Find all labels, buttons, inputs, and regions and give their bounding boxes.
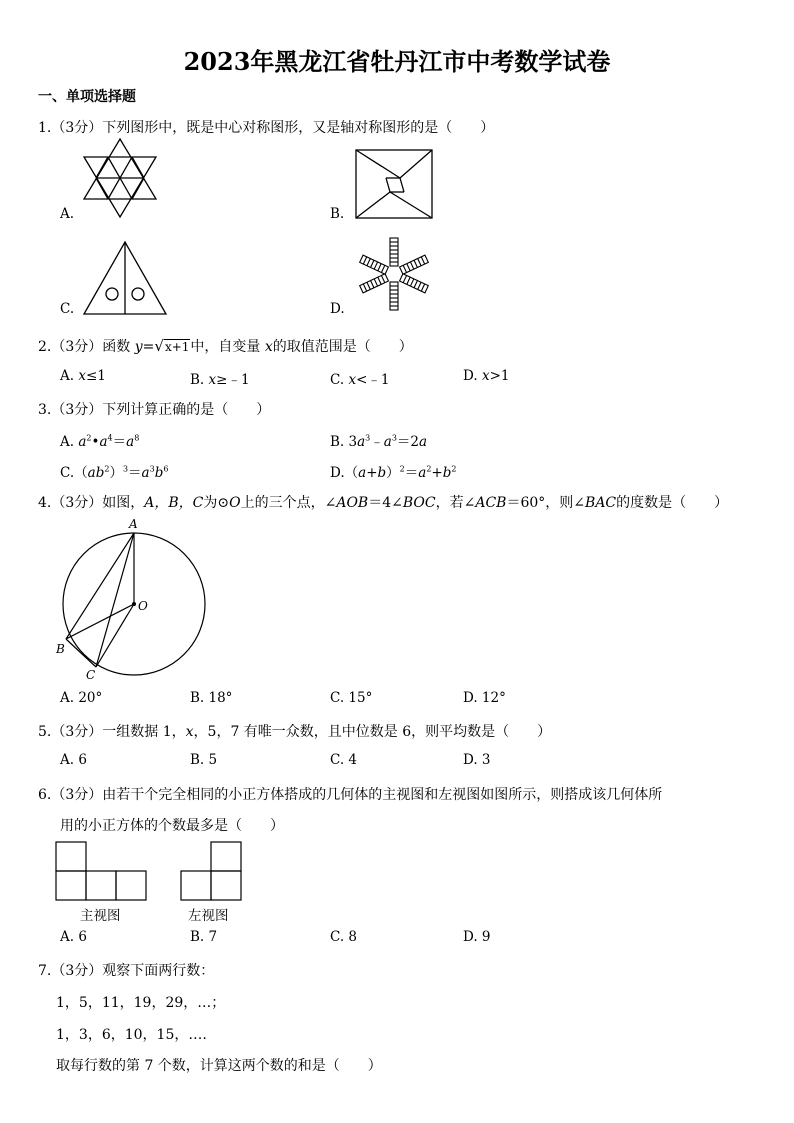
segment-ac [96, 533, 134, 667]
q7-row-1: 1，5，11，19，29，…； [56, 995, 226, 1011]
q7-ask: 取每行数的第 7 个数，计算这两个数的和是（ ） [56, 1058, 382, 1074]
q1-option-a-label: A. [60, 206, 75, 222]
q1-figure-d [356, 236, 432, 312]
q5-option-b: B. 5 [190, 752, 218, 768]
q7-row-2: 1，3，6，10，15，…. [56, 1027, 207, 1043]
question-2-stem [38, 336, 413, 356]
q6-option-c: C. 8 [330, 929, 358, 945]
q6-left-caption: 左视图 [188, 908, 229, 924]
label-a: A [129, 517, 138, 531]
q5-option-c: C. 4 [330, 752, 358, 768]
section-heading: 一、单项选择题 [38, 89, 136, 105]
q1-figure-a [80, 137, 160, 219]
q1-option-c-label: C. [60, 301, 75, 317]
question-1-stem: 1.（3分）下列图形中，既是中心对称图形，又是轴对称图形的是（ ） [38, 120, 495, 136]
q2-radicand: x+1 [164, 340, 190, 354]
q2-option-b: B. x≥﹣1 [190, 372, 250, 388]
label-o: O [138, 599, 148, 613]
q2-stem-post2: 的取值范围是（ ） [272, 339, 413, 355]
segment-bc [66, 639, 96, 667]
q3-option-a: A. $a^2•a^4=a^8$ [60, 433, 140, 450]
q6-front-caption: 主视图 [80, 908, 121, 924]
q4-option-d: D. 12° [463, 690, 506, 706]
q6-left-view [179, 840, 243, 902]
q1-option-b-label: B. [330, 206, 345, 222]
q2-eq: = [142, 339, 155, 355]
segment-ab [66, 533, 134, 639]
question-7-stem: 7.（3分）观察下面两行数： [38, 963, 215, 979]
q1-option-d-label: D. [330, 301, 345, 317]
q2-stem-pre: 2.（3分）函数 [38, 339, 135, 355]
q1-figure-b [354, 148, 434, 220]
q4-circle-figure [52, 516, 222, 686]
label-c: C [86, 668, 96, 682]
question-5-stem: 5.（3分）一组数据 1，x，5，7 有唯一众数，且中位数是 6，则平均数是（ ） [38, 724, 552, 740]
q4-option-b: B. 18° [190, 690, 233, 706]
q3-option-d: $D.(a+b)^2=a^2+b^2$ [330, 464, 457, 481]
question-6-stem-line2: 用的小正方体的个数最多是（ ） [60, 818, 284, 834]
sqrt-icon: √ [154, 337, 164, 355]
question-6-stem-line1: 6.（3分）由若干个完全相同的小正方体搭成的几何体的主视图和左视图如图所示，则搭成该几何体所 [38, 787, 663, 803]
q6-option-b: B. 7 [190, 929, 218, 945]
q2-stem-post: 中，自变量 [190, 339, 265, 355]
center-dot [132, 602, 136, 606]
q5-option-a: A. 6 [60, 752, 87, 768]
q2-var-x: x [264, 339, 273, 355]
q6-option-a: A. 6 [60, 929, 87, 945]
q4-option-c: C. 15° [330, 690, 373, 706]
q2-option-c: C. x<﹣1 [330, 372, 390, 388]
q6-front-view [54, 840, 148, 902]
label-b: B [56, 642, 65, 656]
question-4-stem: 4.（3分）如图，A，B，C为⊙O上的三个点，∠AOB＝4∠BOC，若∠ACB＝60°，则∠BAC的度数是（ ） [38, 495, 729, 511]
page-title: 2023年黑龙江省牡丹江市中考数学试卷 [183, 47, 611, 76]
q2-var-y: y [134, 339, 143, 355]
q2-option-d: D. x>1 [463, 368, 510, 384]
q1-figure-c [82, 240, 168, 316]
q3-option-b: B. $3a^3﹣a^3=2a$ [330, 433, 428, 450]
q2-option-a: A. x≤1 [60, 368, 106, 384]
q6-option-d: D. 9 [463, 929, 491, 945]
q5-option-d: D. 3 [463, 752, 491, 768]
question-3-stem: 3.（3分）下列计算正确的是（ ） [38, 402, 271, 418]
q3-option-c: $C.(ab^2)^3=a^3b^6$ [60, 464, 169, 481]
q4-option-a: A. 20° [60, 690, 103, 706]
